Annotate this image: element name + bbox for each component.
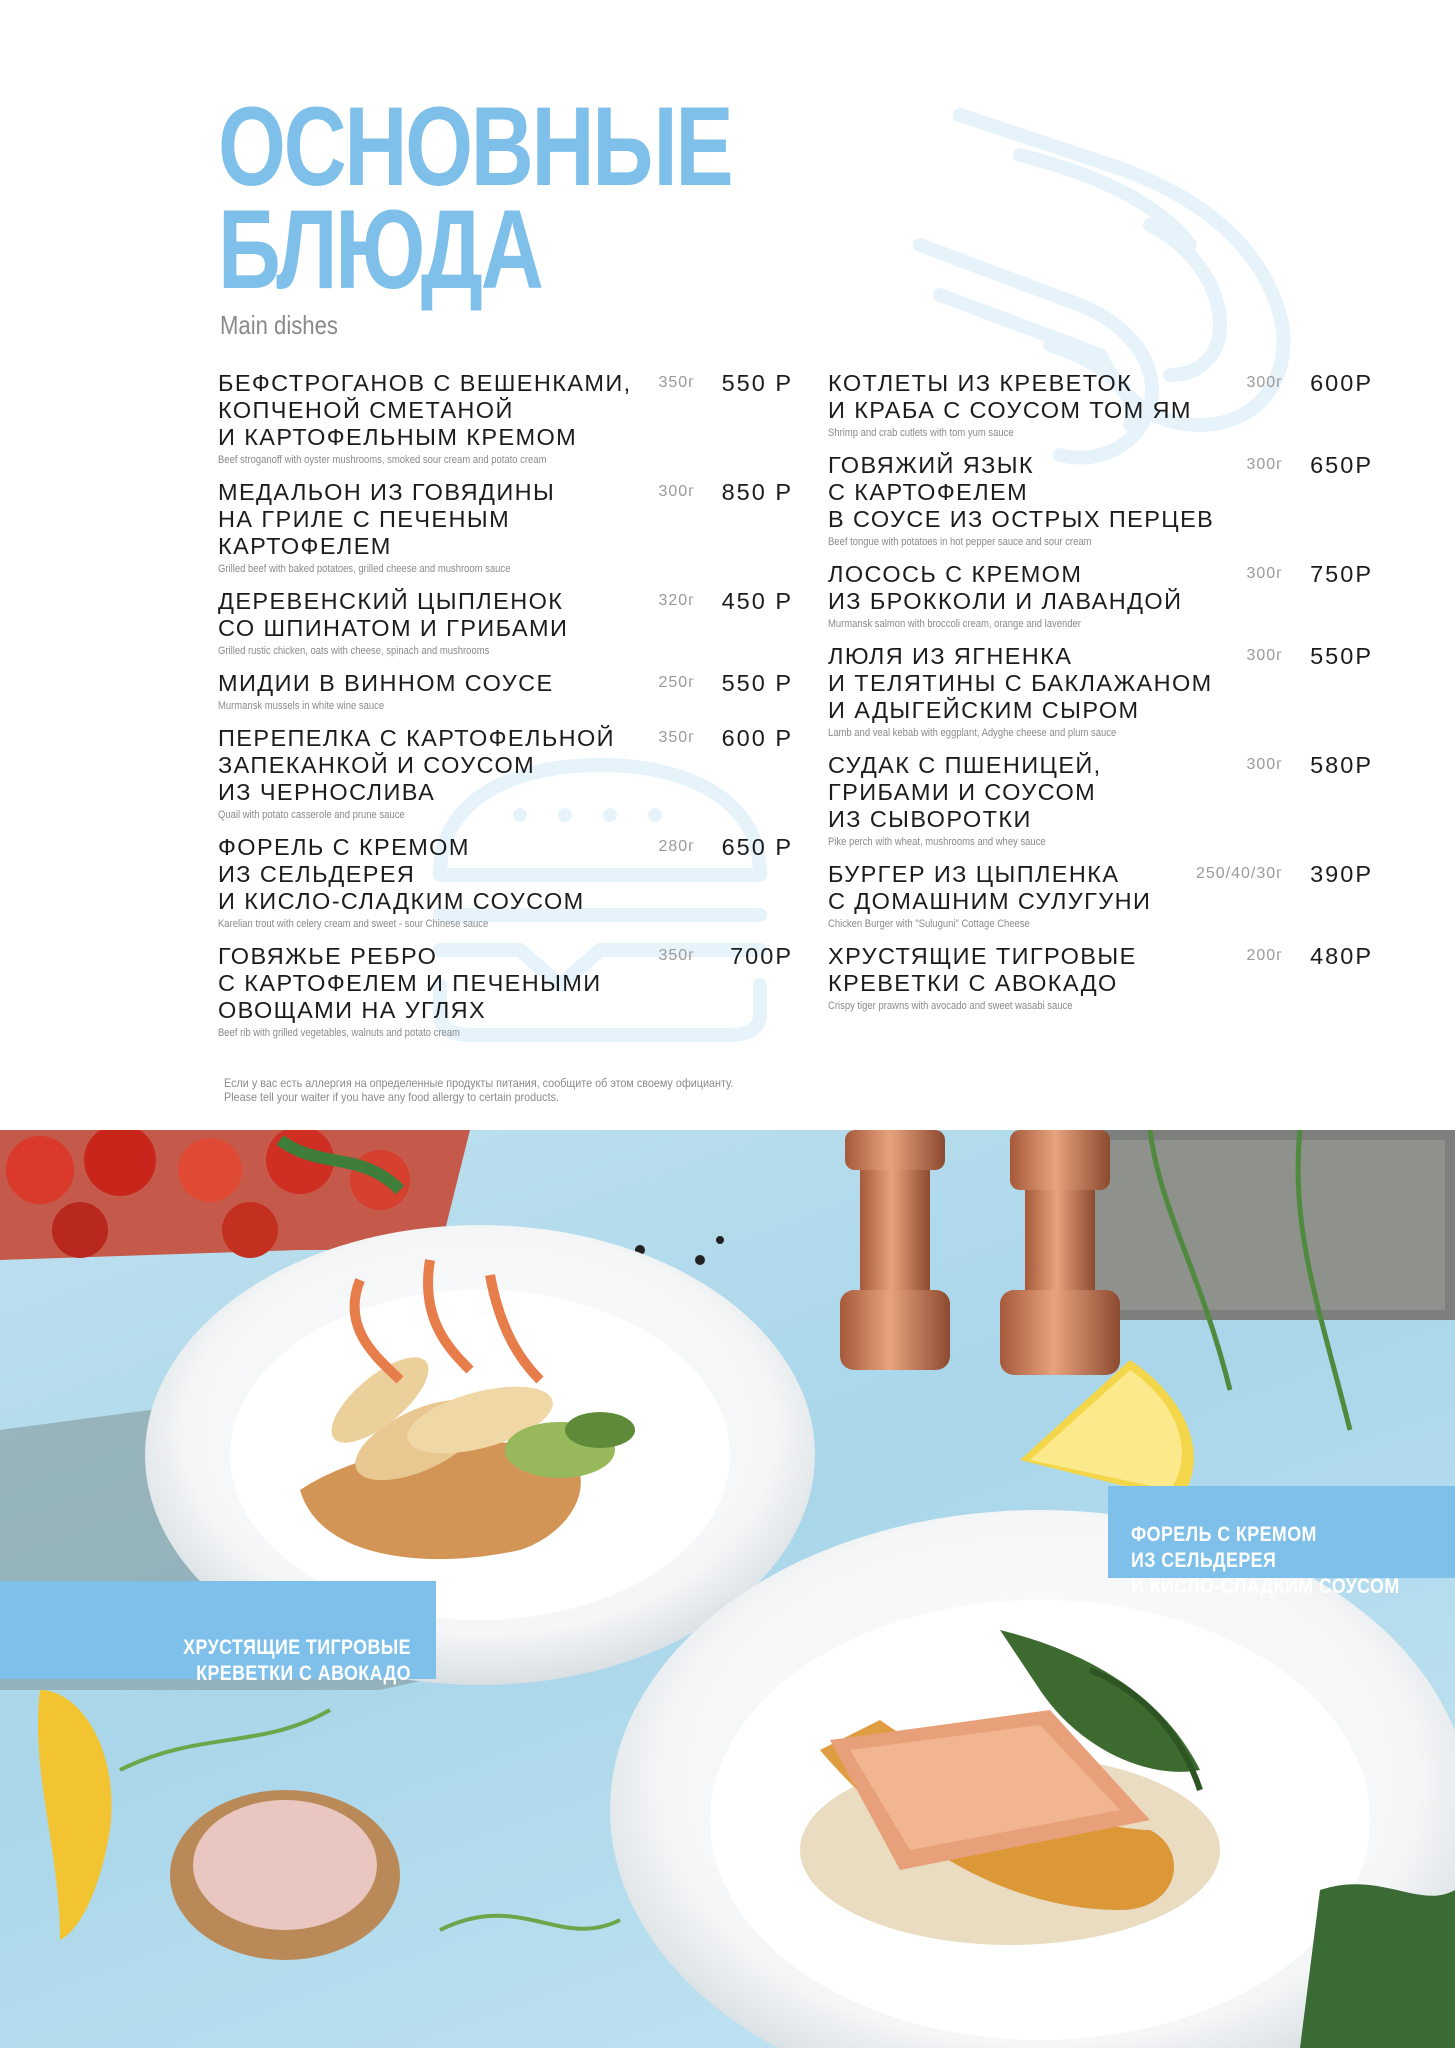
dish-weight: 280г <box>658 838 695 855</box>
dish-weight: 200г <box>1246 947 1283 964</box>
dish-description: Murmansk mussels in white wine sauce <box>218 700 385 712</box>
dish-price: 450 Р <box>721 588 793 614</box>
dish-description: Chicken Burger with "Suluguni" Cottage Cheese <box>828 918 1030 930</box>
menu-item <box>218 588 793 658</box>
menu-item <box>828 643 1373 740</box>
dish-name: ГОВЯЖИЙ ЯЗЫК С КАРТОФЕЛЕМ В СОУСЕ ИЗ ОСТРЫХ ПЕРЦЕВ <box>828 452 1215 532</box>
dish-name: МЕДАЛЬОН ИЗ ГОВЯДИНЫ НА ГРИЛЕ С ПЕЧЕНЫМ КАРТОФЕЛЕМ <box>218 479 556 559</box>
dish-weight: 300г <box>1246 456 1283 473</box>
dish-price: 700Р <box>730 943 793 969</box>
caption-prawns-text: ХРУСТЯЩИЕ ТИГРОВЫЕ КРЕВЕТКИ С АВОКАДО <box>183 1636 411 1685</box>
dish-weight: 250/40/30г <box>1195 865 1283 882</box>
dish-description: Beef tongue with potatoes in hot pepper sauce and sour cream <box>828 536 1092 548</box>
dish-name: ХРУСТЯЩИЕ ТИГРОВЫЕ КРЕВЕТКИ С АВОКАДО <box>828 943 1137 996</box>
dish-description: Beef stroganoff with oyster mushrooms, smoked sour cream and potato cream <box>218 454 547 466</box>
menu-item <box>218 370 793 467</box>
dish-description: Beef rib with grilled vegetables, walnuts and potato cream <box>218 1027 460 1039</box>
dish-description: Grilled beef with baked potatoes, grilled cheese and mushroom sauce <box>218 563 511 575</box>
dish-price: 550 Р <box>721 370 793 396</box>
dish-weight: 350г <box>658 729 695 746</box>
menu-item <box>828 561 1373 631</box>
allergy-note-en: Please tell your waiter if you have any food allergy to certain products. <box>224 1090 559 1104</box>
menu-item <box>828 861 1373 931</box>
dish-name: МИДИИ В ВИННОМ СОУСЕ <box>218 670 554 696</box>
dish-description: Lamb and veal kebab with eggplant, Adyghe cheese and plum sauce <box>828 727 1117 739</box>
page-title: ОСНОВНЫЕ БЛЮДА <box>218 84 732 312</box>
dish-price: 580Р <box>1310 752 1373 778</box>
dish-weight: 300г <box>658 483 695 500</box>
dish-name: БЕФСТРОГАНОВ С ВЕШЕНКАМИ, КОПЧЕНОЙ СМЕТАНОЙ И КАРТОФЕЛЬНЫМ КРЕМОМ <box>218 370 632 450</box>
dish-weight: 300г <box>1246 647 1283 664</box>
allergy-note <box>224 1076 733 1104</box>
dish-price: 390Р <box>1310 861 1373 887</box>
menu-item <box>828 370 1373 440</box>
menu-item <box>828 752 1373 849</box>
menu-column-left <box>218 370 793 1052</box>
dish-price: 750Р <box>1310 561 1373 587</box>
dish-name: ГОВЯЖЬЕ РЕБРО С КАРТОФЕЛЕМ И ПЕЧЕНЫМИ ОВОЩАМИ НА УГЛЯХ <box>218 943 602 1023</box>
dish-weight: 300г <box>1246 756 1283 773</box>
menu-item <box>828 943 1373 1013</box>
dish-name: БУРГЕР ИЗ ЦЫПЛЕНКА С ДОМАШНИМ СУЛУГУНИ <box>828 861 1152 914</box>
dish-description: Quail with potato casserole and prune sauce <box>218 809 405 821</box>
dish-price: 600Р <box>1310 370 1373 396</box>
dish-description: Pike perch with wheat, mushrooms and whey sauce <box>828 836 1046 848</box>
caption-trout-text: ФОРЕЛЬ С КРЕМОМ ИЗ СЕЛЬДЕРЕЯ И КИСЛО-СЛАДКИМ СОУСОМ <box>1131 1523 1400 1598</box>
menu-item <box>218 725 793 822</box>
menu-item <box>218 670 793 713</box>
allergy-note-ru: Если у вас есть аллергия на определенные продукты питания, сообщите об этом своему официанту. <box>224 1076 734 1090</box>
menu-item <box>218 943 793 1040</box>
menu-item <box>218 479 793 576</box>
dish-name: ПЕРЕПЕЛКА С КАРТОФЕЛЬНОЙ ЗАПЕКАНКОЙ И СОУСОМ ИЗ ЧЕРНОСЛИВА <box>218 725 615 805</box>
dish-name: СУДАК С ПШЕНИЦЕЙ, ГРИБАМИ И СОУСОМ ИЗ СЫВОРОТКИ <box>828 752 1102 832</box>
dish-weight: 250г <box>658 674 695 691</box>
dish-price: 480Р <box>1310 943 1373 969</box>
dish-name: ЛОСОСЬ С КРЕМОМ ИЗ БРОККОЛИ И ЛАВАНДОЙ <box>828 561 1183 614</box>
dish-name: ДЕРЕВЕНСКИЙ ЦЫПЛЕНОК СО ШПИНАТОМ И ГРИБАМИ <box>218 588 569 641</box>
dish-name: КОТЛЕТЫ ИЗ КРЕВЕТОК И КРАБА С СОУСОМ ТОМ ЯМ <box>828 370 1192 423</box>
dish-price: 600 Р <box>721 725 793 751</box>
dish-price: 550 Р <box>721 670 793 696</box>
dish-description: Karelian trout with celery cream and sweet - sour Chinese sauce <box>218 918 489 930</box>
dish-price: 650 Р <box>721 834 793 860</box>
caption-trout <box>1108 1486 1455 1598</box>
dish-price: 650Р <box>1310 452 1373 478</box>
dish-description: Murmansk salmon with broccoli cream, orange and lavender <box>828 618 1081 630</box>
dish-name: ФОРЕЛЬ С КРЕМОМ ИЗ СЕЛЬДЕРЕЯ И КИСЛО-СЛАДКИМ СОУСОМ <box>218 834 585 914</box>
dish-description: Shrimp and crab cutlets with tom yum sauce <box>828 427 1014 439</box>
dish-weight: 350г <box>658 374 695 391</box>
dish-weight: 300г <box>1246 374 1283 391</box>
dish-price: 850 Р <box>721 479 793 505</box>
dish-weight: 320г <box>658 592 695 609</box>
menu-column-right <box>828 370 1373 1025</box>
dish-weight: 300г <box>1246 565 1283 582</box>
dish-name: ЛЮЛЯ ИЗ ЯГНЕНКА И ТЕЛЯТИНЫ С БАКЛАЖАНОМ И АДЫГЕЙСКИМ СЫРОМ <box>828 643 1213 723</box>
dish-weight: 350г <box>658 947 695 964</box>
dish-price: 550Р <box>1310 643 1373 669</box>
menu-item <box>218 834 793 931</box>
menu-item <box>828 452 1373 549</box>
dish-description: Crispy tiger prawns with avocado and sweet wasabi sauce <box>828 1000 1073 1012</box>
caption-prawns <box>0 1581 436 1685</box>
pepper-mill-left <box>840 1130 950 1370</box>
dish-description: Grilled rustic chicken, oats with cheese, spinach and mushrooms <box>218 645 490 657</box>
page-subtitle: Main dishes <box>220 310 338 340</box>
